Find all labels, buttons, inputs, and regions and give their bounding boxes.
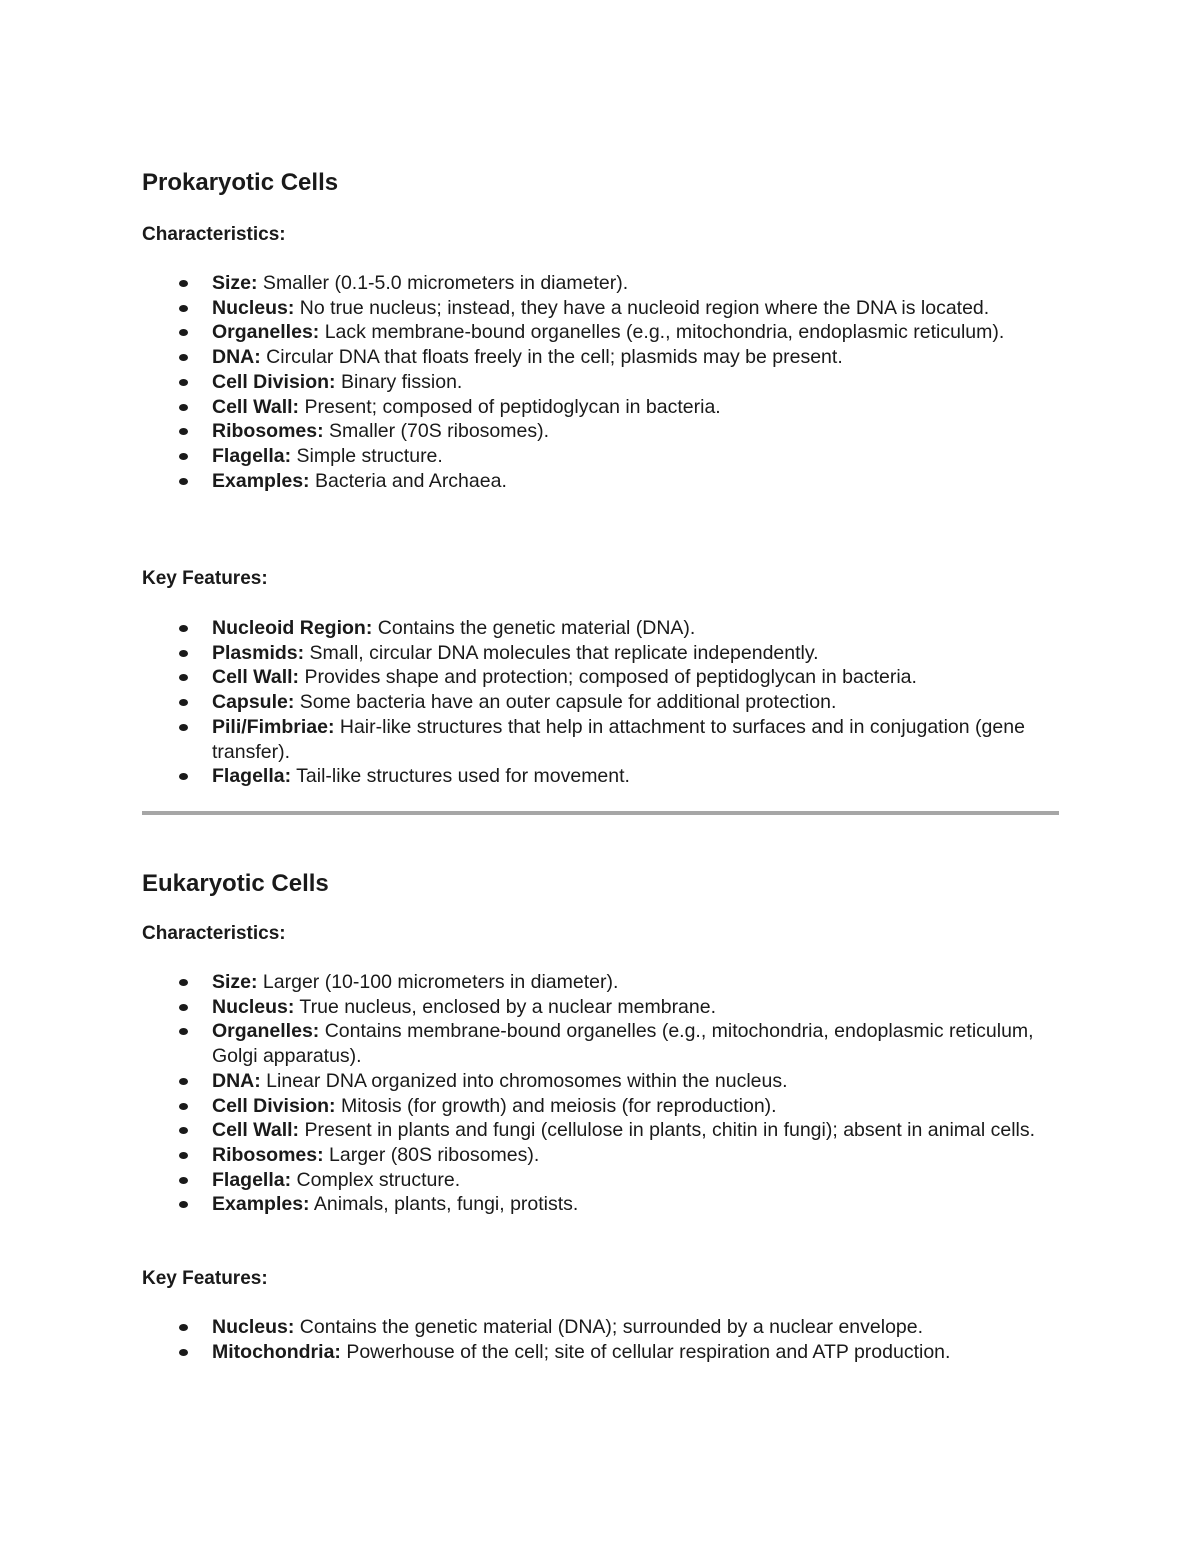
- list-item-term: Cell Division:: [212, 1094, 336, 1117]
- bullet-icon: [179, 1103, 188, 1110]
- list-item-term: Mitochondria:: [212, 1340, 341, 1363]
- list-item: [142, 296, 1060, 321]
- list-item: [142, 1192, 1060, 1217]
- list-item-text: Present in plants and fungi (cellulose in plants, chitin in fungi); absent in animal cells.: [299, 1119, 1036, 1142]
- bullet-icon: [179, 1349, 188, 1356]
- list-item: [142, 995, 1060, 1020]
- list-item-text: Larger (10-100 micrometers in diameter).: [257, 971, 619, 993]
- list-item-term: DNA:: [212, 1069, 261, 1092]
- list-item-text: Tail-like structures used for movement.: [291, 765, 630, 788]
- horizontal-divider: [142, 811, 1059, 815]
- bullet-icon: [179, 428, 188, 435]
- list-item-term: Nucleus:: [212, 995, 295, 1018]
- list-item: [142, 320, 1060, 345]
- list-item-term: DNA:: [212, 346, 261, 369]
- list-item-term: Cell Wall:: [212, 666, 300, 689]
- list-item: [142, 641, 1060, 666]
- bullet-icon: [179, 379, 188, 386]
- list-item-text: Smaller (70S ribosomes).: [323, 420, 550, 443]
- bullet-icon: [179, 1152, 188, 1159]
- list-item: [142, 444, 1060, 469]
- list-item: [142, 1143, 1060, 1168]
- list-item-term: Nucleoid Region:: [212, 617, 373, 639]
- bullet-icon: [179, 674, 188, 681]
- list-item-text: Contains membrane-bound organelles (e.g., mitochondria, endoplasmic reticulum, Golgi apparatus).: [212, 1020, 1034, 1068]
- list-item: [142, 370, 1060, 395]
- bullet-icon: [179, 354, 188, 361]
- list-item: [142, 1168, 1060, 1193]
- list-item-text: Present; composed of peptidoglycan in bacteria.: [299, 395, 721, 418]
- key-features-list: [142, 1315, 1060, 1364]
- bullet-icon: [179, 699, 188, 706]
- list-item: [142, 271, 1060, 296]
- list-item: [142, 1340, 1060, 1365]
- list-item-term: Nucleus:: [212, 1316, 295, 1338]
- list-item-term: Organelles:: [212, 321, 320, 344]
- bullet-icon: [179, 280, 188, 287]
- list-item-text: Linear DNA organized into chromosomes within the nucleus.: [260, 1069, 788, 1092]
- list-item-text: True nucleus, enclosed by a nuclear membrane.: [294, 995, 717, 1018]
- section-title-eukaryotic: Eukaryotic Cells: [142, 870, 329, 897]
- list-item-term: Size:: [212, 971, 258, 993]
- list-item-text: Smaller (0.1-5.0 micrometers in diameter).: [257, 272, 629, 294]
- bullet-icon: [179, 329, 188, 336]
- list-item-term: Pili/Fimbriae:: [212, 715, 335, 738]
- bullet-icon: [179, 1201, 188, 1208]
- list-item-term: Ribosomes:: [212, 420, 324, 443]
- list-item-text: Larger (80S ribosomes).: [323, 1143, 540, 1166]
- list-item-term: Plasmids:: [212, 641, 305, 664]
- key-features-heading: Key Features:: [142, 568, 268, 589]
- bullet-icon: [179, 305, 188, 312]
- list-item-term: Nucleus:: [212, 296, 295, 319]
- list-item-text: No true nucleus; instead, they have a nucleoid region where the DNA is located.: [294, 296, 990, 319]
- list-item: [142, 665, 1060, 690]
- list-item: [142, 616, 1060, 641]
- list-item-term: Cell Wall:: [212, 395, 300, 418]
- bullet-icon: [179, 1177, 188, 1184]
- list-item: [142, 1118, 1060, 1143]
- characteristics-list: [142, 271, 1060, 493]
- list-item-text: Complex structure.: [291, 1168, 461, 1191]
- characteristics-heading: Characteristics:: [142, 923, 286, 944]
- list-item-text: Some bacteria have an outer capsule for additional protection.: [294, 691, 837, 714]
- list-item: [142, 1069, 1060, 1094]
- list-item-term: Cell Wall:: [212, 1119, 300, 1142]
- list-item-term: Flagella:: [212, 444, 292, 467]
- bullet-icon: [179, 724, 188, 731]
- list-item-term: Capsule:: [212, 691, 295, 714]
- list-item: [142, 1019, 1060, 1068]
- bullet-icon: [179, 453, 188, 460]
- list-item-text: Mitosis (for growth) and meiosis (for reproduction).: [335, 1094, 777, 1117]
- key-features-heading: Key Features:: [142, 1268, 268, 1289]
- list-item-term: Flagella:: [212, 765, 292, 788]
- bullet-icon: [179, 1004, 188, 1011]
- list-item-term: Examples:: [212, 469, 310, 492]
- characteristics-heading: Characteristics:: [142, 224, 286, 245]
- list-item-text: Animals, plants, fungi, protists.: [309, 1193, 579, 1216]
- list-item-text: Contains the genetic material (DNA).: [372, 617, 696, 639]
- list-item-term: Organelles:: [212, 1020, 320, 1043]
- list-item-term: Ribosomes:: [212, 1143, 324, 1166]
- bullet-icon: [179, 773, 188, 780]
- key-features-list: [142, 616, 1060, 789]
- list-item: [142, 419, 1060, 444]
- bullet-icon: [179, 625, 188, 632]
- bullet-icon: [179, 1028, 188, 1035]
- list-item-text: Small, circular DNA molecules that replicate independently.: [304, 641, 819, 664]
- bullet-icon: [179, 650, 188, 657]
- list-item: [142, 469, 1060, 494]
- list-item-term: Flagella:: [212, 1168, 292, 1191]
- section-title-prokaryotic: Prokaryotic Cells: [142, 169, 339, 196]
- list-item: [142, 395, 1060, 420]
- list-item-term: Cell Division:: [212, 370, 336, 393]
- list-item-term: Examples:: [212, 1193, 310, 1216]
- list-item-text: Provides shape and protection; composed of peptidoglycan in bacteria.: [299, 666, 917, 689]
- list-item-text: Powerhouse of the cell; site of cellular respiration and ATP production.: [340, 1340, 951, 1363]
- bullet-icon: [179, 1127, 188, 1134]
- list-item-text: Lack membrane-bound organelles (e.g., mitochondria, endoplasmic reticulum).: [319, 321, 1005, 344]
- bullet-icon: [179, 1078, 188, 1085]
- list-item-text: Hair-like structures that help in attachment to surfaces and in conjugation (gene transfer).: [212, 715, 1025, 763]
- list-item-text: Bacteria and Archaea.: [309, 469, 507, 492]
- list-item-text: Simple structure.: [291, 444, 443, 467]
- bullet-icon: [179, 404, 188, 411]
- bullet-icon: [179, 1324, 188, 1331]
- list-item: [142, 764, 1060, 789]
- characteristics-list: [142, 970, 1060, 1217]
- bullet-icon: [179, 478, 188, 485]
- list-item: [142, 345, 1060, 370]
- list-item: [142, 1094, 1060, 1119]
- list-item: [142, 970, 1060, 995]
- list-item: [142, 715, 1060, 764]
- bullet-icon: [179, 979, 188, 986]
- list-item: [142, 690, 1060, 715]
- list-item-text: Binary fission.: [335, 370, 463, 393]
- list-item: [142, 1315, 1060, 1340]
- list-item-term: Size:: [212, 272, 258, 294]
- list-item-text: Circular DNA that floats freely in the cell; plasmids may be present.: [260, 346, 843, 369]
- list-item-text: Contains the genetic material (DNA); surrounded by a nuclear envelope.: [294, 1316, 924, 1338]
